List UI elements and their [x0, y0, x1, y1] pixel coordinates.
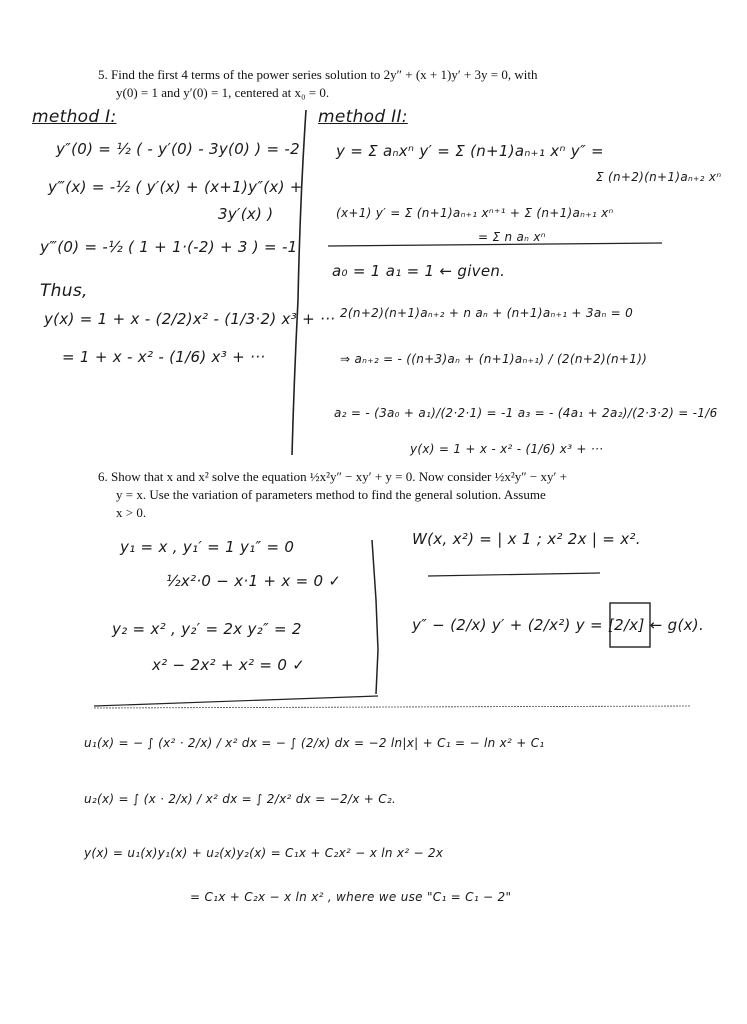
problem5-statement-line2: y(0) = 1 and y′(0) = 1, centered at x₀ = 0.	[116, 85, 330, 100]
p6-left-line: x² − 2x² + x² = 0 ✓	[152, 656, 306, 674]
method2-line: = Σ n aₙ xⁿ	[478, 230, 546, 244]
p6-left-line: ½x²·0 − x·1 + x = 0 ✓	[166, 572, 342, 590]
method2-line: Σ (n+2)(n+1)aₙ₊₂ xⁿ	[596, 170, 722, 184]
method2-heading: method II:	[318, 107, 408, 127]
method2-line: 2(n+2)(n+1)aₙ₊₂ + n aₙ + (n+1)aₙ₊₁ + 3aₙ = 0	[340, 306, 634, 320]
method1-line: y‴(0) = -½ ( 1 + 1·(-2) + 3 ) = -1	[40, 238, 298, 256]
method2-line: (x+1) y′ = Σ (n+1)aₙ₊₁ xⁿ⁺¹ + Σ (n+1)aₙ₊₁ xⁿ	[336, 206, 614, 220]
method1-line: = 1 + x - x² - (1/6) x³ + ···	[62, 348, 266, 366]
p6-left-line: y₁ = x , y₁′ = 1 y₁″ = 0	[120, 538, 295, 556]
method1-line: y″(0) = ½ ( - y′(0) - 3y(0) ) = -2	[56, 140, 300, 158]
p6-wronskian: W(x, x²) = | x 1 ; x² 2x | = x².	[412, 530, 641, 548]
method1-line: Thus,	[40, 281, 88, 301]
method1-line: y(x) = 1 + x - (2/2)x² - (1/3·2) x³ + ···	[44, 310, 336, 328]
method2-line: a₀ = 1 a₁ = 1 ← given.	[332, 262, 506, 280]
p6-bottom-line: y(x) = u₁(x)y₁(x) + u₂(x)y₂(x) = C₁x + C₂x² − x ln x² − 2x	[84, 846, 444, 860]
method1-line: y‴(x) = -½ ( y′(x) + (x+1)y″(x) +	[48, 178, 303, 196]
p6-left-line: y₂ = x² , y₂′ = 2x y₂″ = 2	[112, 620, 302, 638]
p6-bottom-line: u₁(x) = − ∫ (x² · 2/x) / x² dx = − ∫ (2/x) dx = −2 ln|x| + C₁ = − ln x² + C₁	[84, 736, 545, 750]
method2-line: y(x) = 1 + x - x² - (1/6) x³ + ···	[410, 442, 604, 456]
p6-bottom-line: u₂(x) = ∫ (x · 2/x) / x² dx = ∫ 2/x² dx = −2/x + C₂.	[84, 792, 397, 806]
method2-line: y = Σ aₙxⁿ y′ = Σ (n+1)aₙ₊₁ xⁿ y″ =	[336, 142, 604, 160]
problem5-statement-line1: 5. Find the first 4 terms of the power series solution to 2y″ + (x + 1)y′ + 3y = 0, with	[98, 67, 538, 82]
method2-line: ⇒ aₙ₊₂ = - ((n+3)aₙ + (n+1)aₙ₊₁) / (2(n+2)(n+1))	[340, 352, 648, 366]
p6-bottom-line: = C₁x + C₂x − x ln x² , where we use "C₁ = C₁ − 2"	[190, 890, 512, 904]
problem6-statement-line2: y = x. Use the variation of parameters method to find the general solution. Assume	[116, 487, 546, 502]
problem6-statement-line3: x > 0.	[116, 505, 147, 520]
method2-line: a₂ = - (3a₀ + a₁)/(2·2·1) = -1 a₃ = - (4a₁ + 2a₂)/(2·3·2) = -1/6	[334, 406, 718, 420]
problem6-statement-line1: 6. Show that x and x² solve the equation ½x²y″ − xy′ + y = 0. Now consider ½x²y″ − xy′ +	[98, 469, 567, 484]
method1-heading: method I:	[32, 107, 117, 127]
p6-standard-form: y″ − (2/x) y′ + (2/x²) y = [2/x] ← g(x).	[412, 616, 705, 634]
method1-line: 3y′(x) )	[218, 205, 274, 223]
